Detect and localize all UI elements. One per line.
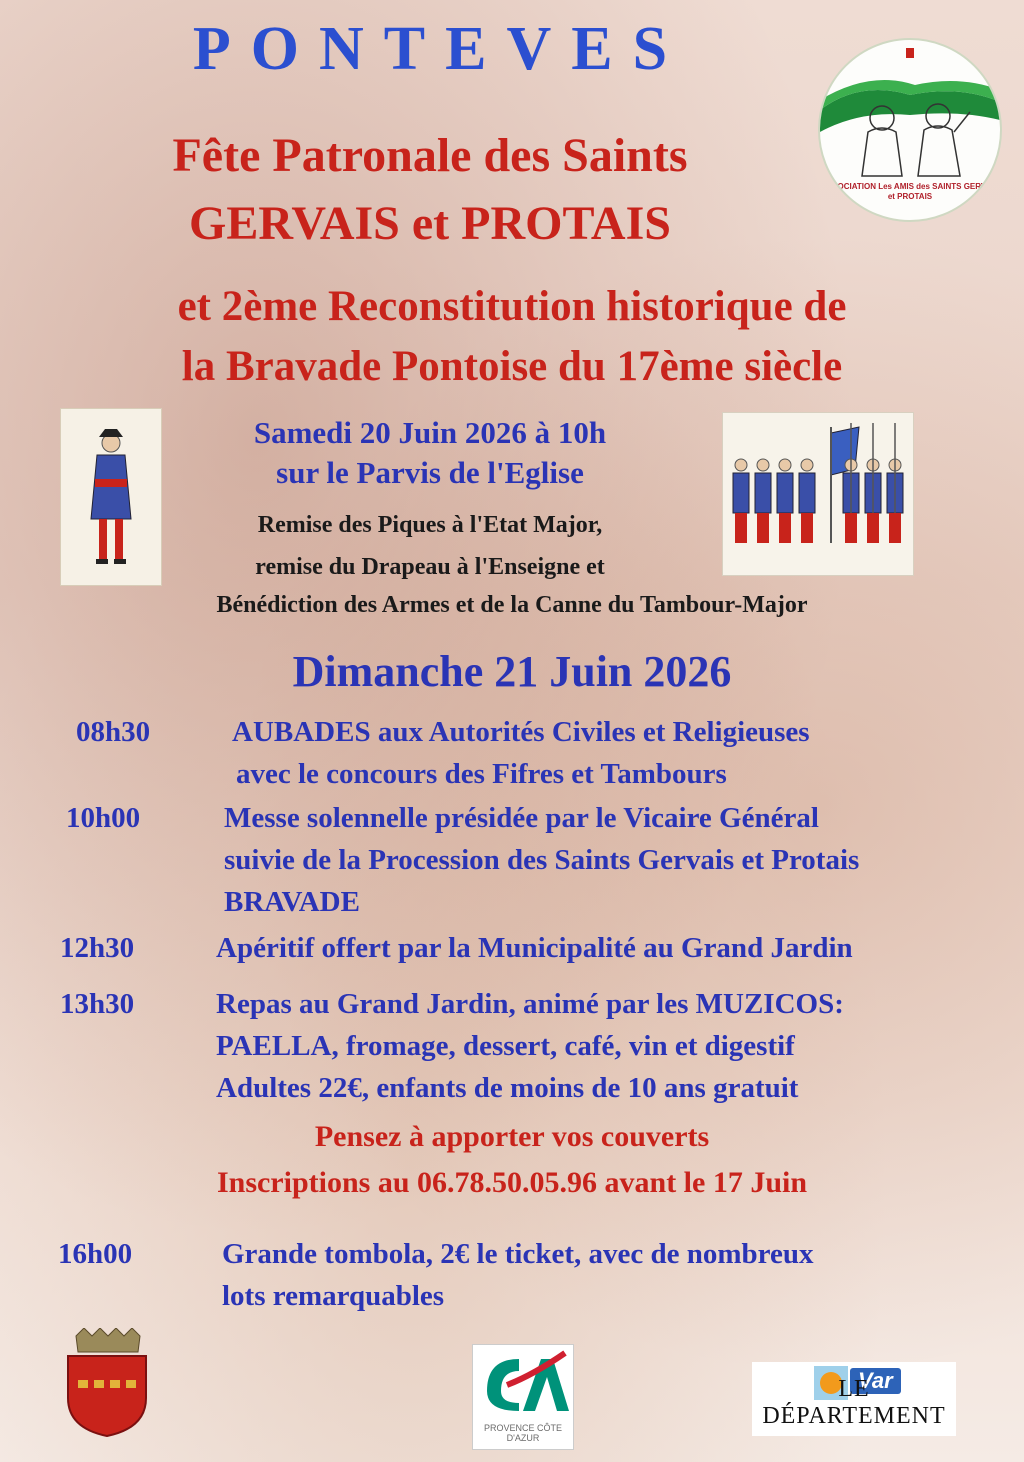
schedule-line: Grande tombola, 2€ le ticket, avec de nombreux [222,1238,814,1270]
association-logo [818,38,1002,222]
saturday-line-1: Remise des Piques à l'Etat Major, [257,512,603,538]
heading-bravade: la Bravade Pontoise du 17ème siècle [181,343,843,390]
saturday-date: Samedi 20 Juin 2026 à 10h [253,415,607,450]
note-inscriptions: Inscriptions au 06.78.50.05.96 avant le 17 Juin [216,1166,808,1199]
schedule-line: Repas au Grand Jardin, animé par les MUZICOS: [216,988,844,1020]
schedule-line: Apéritif offert par la Municipalité au Grand Jardin [216,932,853,964]
schedule-time: 08h30 [76,716,151,748]
schedule-time: 10h00 [66,802,141,834]
troops-illustration [722,412,914,576]
soldier-illustration [60,408,162,586]
schedule-line: PAELLA, fromage, dessert, café, vin et digestif [216,1030,795,1062]
schedule-time: 12h30 [60,932,135,964]
heading-reconstitution: et 2ème Reconstitution historique de [177,283,847,330]
bank-logo-text: PROVENCE CÔTE D'AZUR [483,1423,562,1443]
heading-saints: GERVAIS et PROTAIS [189,197,671,250]
schedule-line: suivie de la Procession des Saints Gervais et Protais [224,844,860,876]
heading-fete: Fête Patronale des Saints [172,129,688,182]
sunday-date: Dimanche 21 Juin 2026 [292,647,732,696]
bank-logo [472,1344,574,1450]
saturday-place: sur le Parvis de l'Eglise [276,455,584,490]
schedule-line: Adultes 22€, enfants de moins de 10 ans gratuit [216,1072,799,1104]
schedule-time: 13h30 [60,988,135,1020]
schedule-line: Messe solennelle présidée par le Vicaire Général [224,802,819,834]
saturday-line-3: Bénédiction des Armes et de la Canne du Tambour-Major [216,592,808,618]
town-crest-icon [62,1328,152,1438]
schedule-line: lots remarquables [222,1280,445,1312]
department-logo [752,1362,956,1436]
schedule-time: 16h00 [58,1238,133,1270]
page-title: PONTEVES [192,15,688,83]
department-logo-text: LE DÉPARTEMENT [762,1376,946,1429]
saturday-line-2: remise du Drapeau à l'Enseigne et [255,554,605,580]
note-couverts: Pensez à apporter vos couverts [314,1120,710,1153]
schedule-line: avec le concours des Fifres et Tambours [236,758,727,790]
association-logo-text: ASSOCIATION Les AMIS des SAINTS GERVAIS et PROTAIS [821,182,999,201]
schedule-line: AUBADES aux Autorités Civiles et Religieuses [232,716,810,748]
schedule-line: BRAVADE [224,886,360,918]
department-logo-var: Var [850,1368,901,1394]
